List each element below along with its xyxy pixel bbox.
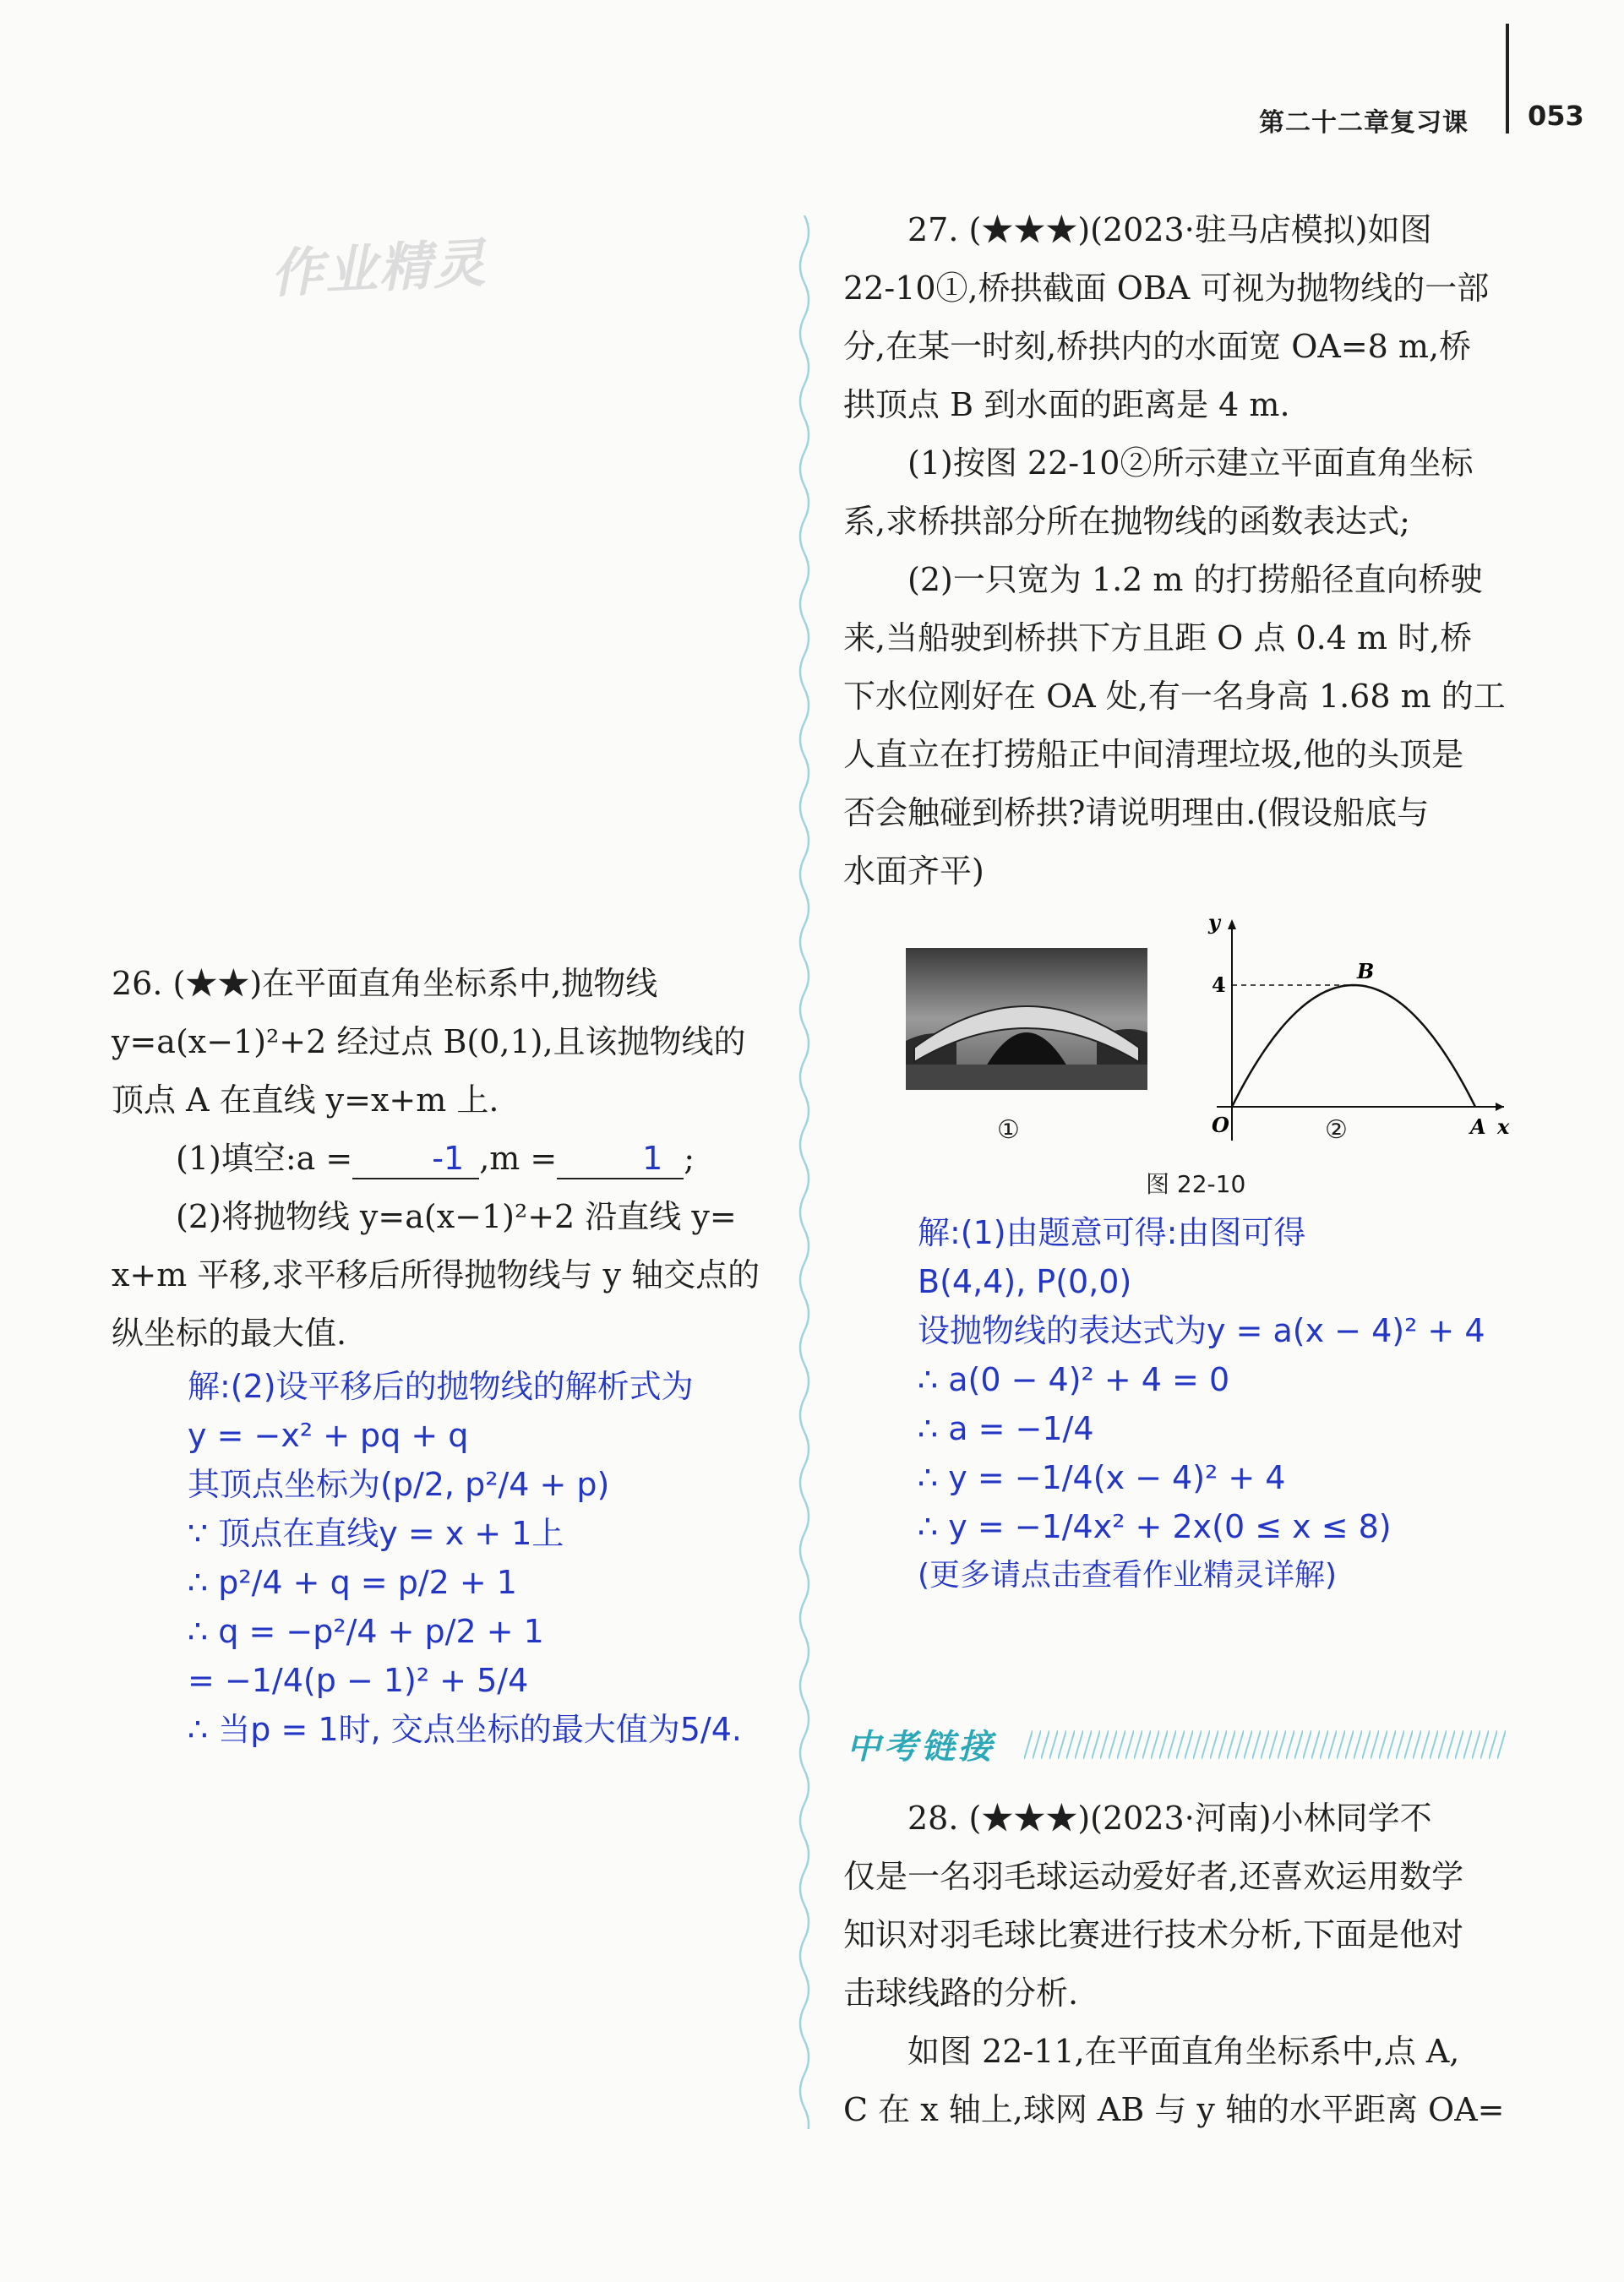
sol27-line: 设抛物线的表达式为y = a(x − 4)² + 4 xyxy=(918,1312,1485,1349)
q26-line: x+m 平移,求平移后所得抛物线与 y 轴交点的 xyxy=(112,1256,760,1293)
q27-line: 22-10①,桥拱截面 OBA 可视为抛物线的一部 xyxy=(843,270,1490,307)
y-axis-label: y xyxy=(1208,910,1220,934)
answer-m: 1 xyxy=(557,1139,684,1179)
q28-line: 知识对羽毛球比赛进行技术分析,下面是他对 xyxy=(843,1916,1464,1953)
sol26-line: 解:(2)设平移后的抛物线的解析式为 xyxy=(188,1368,694,1405)
section-title: 中考链接 xyxy=(847,1728,995,1767)
sol26-line: ∵ 顶点在直线y = x + 1上 xyxy=(188,1515,564,1552)
q28-line: 如图 22-11,在平面直角坐标系中,点 A, xyxy=(907,2033,1460,2070)
q28-line: 仅是一名羽毛球运动爱好者,还喜欢运用数学 xyxy=(843,1858,1464,1895)
figure-label-2: ② xyxy=(1325,1115,1348,1145)
solution-27 xyxy=(918,1208,1526,1600)
sol26-line: ∴ p²/4 + q = p/2 + 1 xyxy=(188,1564,517,1601)
q26-part1-prefix: (1)填空:a = xyxy=(176,1140,353,1177)
q27-line: 分,在某一时刻,桥拱内的水面宽 OA=8 m,桥 xyxy=(843,328,1472,365)
q26-line: (2)将抛物线 y=a(x−1)²+2 沿直线 y= xyxy=(176,1198,737,1235)
q27-line: 系,求桥拱部分所在抛物线的函数表达式; xyxy=(843,503,1410,540)
sol27-line: 解:(1)由题意可得:由图可得 xyxy=(918,1214,1306,1251)
section-hatch-bar xyxy=(1024,1730,1506,1759)
q26-line: 纵坐标的最大值. xyxy=(112,1315,347,1352)
y-axis-arrow xyxy=(1228,919,1236,929)
q27-line: 水面齐平) xyxy=(843,852,984,890)
q27-line: 下水位刚好在 OA 处,有一名身高 1.68 m 的工 xyxy=(843,678,1506,715)
sol26-line: ∴ 当p = 1时, 交点坐标的最大值为5/4. xyxy=(188,1711,742,1748)
question-27 xyxy=(843,201,1511,901)
figure-label-1: ① xyxy=(997,1115,1020,1145)
sol27-line: B(4,4), P(0,0) xyxy=(918,1263,1132,1300)
solution-26 xyxy=(188,1362,796,1754)
point-b-label: B xyxy=(1357,959,1375,983)
sol27-line: ∴ a(0 − 4)² + 4 = 0 xyxy=(918,1361,1230,1398)
origin-label: O xyxy=(1212,1113,1229,1137)
q28-line: 击球线路的分析. xyxy=(843,1974,1079,2012)
x-axis-label: x xyxy=(1497,1114,1510,1139)
q27-line: 人直立在打捞船正中间清理垃圾,他的头顶是 xyxy=(843,736,1464,773)
x-axis-arrow xyxy=(1496,1103,1504,1111)
chapter-title: 第二十二章复习课 xyxy=(1259,108,1469,138)
y-tick-4: 4 xyxy=(1212,972,1226,997)
header-rule xyxy=(1506,24,1509,133)
q26-line: 顶点 A 在直线 y=x+m 上. xyxy=(112,1081,499,1119)
q26-part1-mid: ,m = xyxy=(479,1140,558,1177)
question-28 xyxy=(843,1789,1511,2139)
q26-line: y=a(x−1)²+2 经过点 B(0,1),且该抛物线的 xyxy=(112,1023,746,1060)
more-details-link[interactable]: (更多请点击查看作业精灵详解) xyxy=(918,1558,1338,1593)
page-number: 053 xyxy=(1528,100,1584,132)
q27-line: (2)一只宽为 1.2 m 的打捞船径直向桥驶 xyxy=(907,561,1483,598)
q27-line: (1)按图 22-10②所示建立平面直角坐标 xyxy=(907,444,1474,482)
sol26-line: = −1/4(p − 1)² + 5/4 xyxy=(188,1662,529,1699)
parabola-curve xyxy=(1232,985,1475,1107)
point-a-label: A xyxy=(1470,1114,1486,1139)
sol27-line: ∴ y = −1/4x² + 2x(0 ≤ x ≤ 8) xyxy=(918,1508,1392,1545)
q28-line: C 在 x 轴上,球网 AB 与 y 轴的水平距离 OA= xyxy=(843,2091,1505,2128)
column-divider xyxy=(793,215,816,2129)
q28-line: 28. (★★★)(2023·河南)小林同学不 xyxy=(907,1800,1432,1837)
sol27-line: ∴ a = −1/4 xyxy=(918,1410,1094,1447)
sol26-line: 其顶点坐标为(p/2, p²/4 + p) xyxy=(188,1466,610,1503)
sol26-line: ∴ q = −p²/4 + p/2 + 1 xyxy=(188,1613,544,1650)
q26-part1-suffix: ; xyxy=(684,1140,695,1177)
q26-line: 26. (★★)在平面直角坐标系中,抛物线 xyxy=(112,965,658,1002)
watermark: 作业精灵 xyxy=(269,231,489,305)
bridge-photo xyxy=(906,948,1147,1090)
parabola-graph xyxy=(1200,904,1512,1157)
q27-line: 来,当船驶到桥拱下方且距 O 点 0.4 m 时,桥 xyxy=(843,619,1473,656)
photo-water xyxy=(906,1065,1147,1090)
sol27-line: ∴ y = −1/4(x − 4)² + 4 xyxy=(918,1459,1286,1496)
q27-line: 27. (★★★)(2023·驻马店模拟)如图 xyxy=(907,211,1432,248)
question-26 xyxy=(112,955,779,1363)
q27-line: 否会触碰到桥拱?请说明理由.(假设船底与 xyxy=(843,794,1430,831)
answer-a: -1 xyxy=(352,1139,479,1179)
figure-caption: 图 22-10 xyxy=(1146,1170,1246,1198)
sol26-line: y = −x² + pq + q xyxy=(188,1417,469,1454)
q27-line: 拱顶点 B 到水面的距离是 4 m. xyxy=(843,386,1290,423)
q26-part1 xyxy=(112,1130,779,1188)
